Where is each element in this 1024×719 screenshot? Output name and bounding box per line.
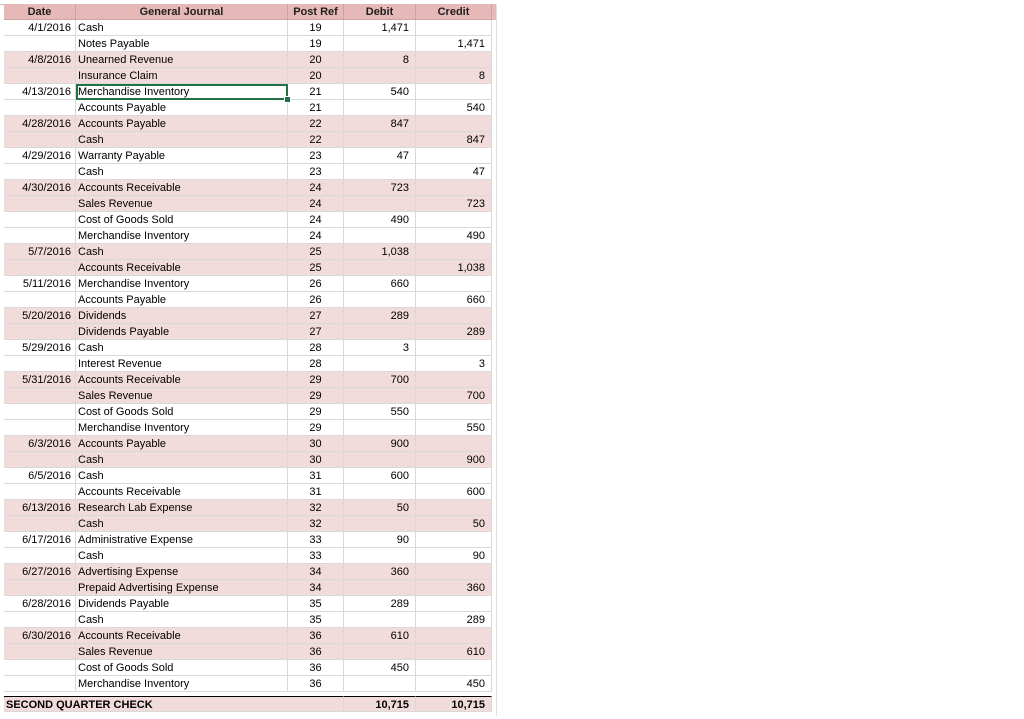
post-ref-cell[interactable]: 36 xyxy=(288,644,344,660)
account-cell[interactable]: Sales Revenue xyxy=(76,388,288,404)
date-cell[interactable] xyxy=(4,676,76,692)
debit-cell[interactable]: 847 xyxy=(344,116,416,132)
column-edge xyxy=(496,4,497,716)
date-cell[interactable]: 6/17/2016 xyxy=(4,532,76,548)
post-ref-column-header[interactable]: Post Ref xyxy=(288,4,344,20)
post-ref-cell[interactable]: 21 xyxy=(288,84,344,100)
credit-cell[interactable] xyxy=(416,596,492,612)
post-ref-cell[interactable]: 34 xyxy=(288,564,344,580)
credit-cell[interactable] xyxy=(416,564,492,580)
credit-cell[interactable] xyxy=(416,244,492,260)
account-cell[interactable]: Cash xyxy=(76,516,288,532)
credit-cell[interactable]: 8 xyxy=(416,68,492,84)
account-cell[interactable]: Merchandise Inventory xyxy=(76,676,288,692)
credit-cell[interactable] xyxy=(416,468,492,484)
credit-cell[interactable] xyxy=(416,532,492,548)
credit-cell[interactable]: 1,038 xyxy=(416,260,492,276)
account-cell[interactable]: Cash xyxy=(76,244,288,260)
debit-cell[interactable]: 90 xyxy=(344,532,416,548)
post-ref-cell[interactable]: 23 xyxy=(288,164,344,180)
debit-cell[interactable] xyxy=(344,516,416,532)
post-ref-cell[interactable]: 25 xyxy=(288,260,344,276)
post-ref-cell[interactable]: 36 xyxy=(288,628,344,644)
debit-cell[interactable] xyxy=(344,68,416,84)
post-ref-cell[interactable]: 23 xyxy=(288,148,344,164)
debit-cell[interactable]: 700 xyxy=(344,372,416,388)
account-column-header[interactable]: General Journal xyxy=(76,4,288,20)
date-cell[interactable]: 5/11/2016 xyxy=(4,276,76,292)
account-cell[interactable]: Dividends Payable xyxy=(76,324,288,340)
debit-cell[interactable] xyxy=(344,164,416,180)
credit-cell[interactable] xyxy=(416,404,492,420)
debit-cell[interactable] xyxy=(344,452,416,468)
total-debit[interactable]: 10,715 xyxy=(344,696,416,712)
account-cell[interactable]: Cash xyxy=(76,340,288,356)
credit-cell[interactable] xyxy=(416,52,492,68)
date-cell[interactable] xyxy=(4,68,76,84)
post-ref-cell[interactable]: 24 xyxy=(288,212,344,228)
post-ref-cell[interactable]: 22 xyxy=(288,116,344,132)
debit-cell[interactable]: 47 xyxy=(344,148,416,164)
debit-cell[interactable] xyxy=(344,420,416,436)
account-cell[interactable]: Accounts Payable xyxy=(76,436,288,452)
debit-cell[interactable] xyxy=(344,356,416,372)
total-label[interactable]: SECOND QUARTER CHECK xyxy=(4,696,344,712)
credit-cell[interactable] xyxy=(416,340,492,356)
credit-cell[interactable]: 90 xyxy=(416,548,492,564)
account-cell[interactable]: Administrative Expense xyxy=(76,532,288,548)
date-cell[interactable] xyxy=(4,196,76,212)
date-cell[interactable]: 6/13/2016 xyxy=(4,500,76,516)
credit-cell[interactable] xyxy=(416,276,492,292)
date-cell[interactable]: 5/29/2016 xyxy=(4,340,76,356)
date-cell[interactable] xyxy=(4,100,76,116)
account-cell[interactable]: Accounts Payable xyxy=(76,100,288,116)
account-cell[interactable]: Cash xyxy=(76,20,288,36)
post-ref-cell[interactable]: 24 xyxy=(288,228,344,244)
post-ref-cell[interactable]: 19 xyxy=(288,36,344,52)
post-ref-cell[interactable]: 24 xyxy=(288,196,344,212)
post-ref-cell[interactable]: 33 xyxy=(288,532,344,548)
account-cell[interactable]: Accounts Receivable xyxy=(76,260,288,276)
post-ref-cell[interactable]: 30 xyxy=(288,436,344,452)
post-ref-cell[interactable]: 35 xyxy=(288,596,344,612)
date-cell[interactable]: 5/7/2016 xyxy=(4,244,76,260)
credit-cell[interactable] xyxy=(416,660,492,676)
account-cell[interactable]: Accounts Payable xyxy=(76,116,288,132)
account-cell[interactable]: Cash xyxy=(76,548,288,564)
debit-cell[interactable]: 50 xyxy=(344,500,416,516)
date-cell[interactable] xyxy=(4,404,76,420)
date-cell[interactable] xyxy=(4,212,76,228)
credit-cell[interactable] xyxy=(416,180,492,196)
post-ref-cell[interactable]: 29 xyxy=(288,388,344,404)
debit-cell[interactable] xyxy=(344,548,416,564)
date-cell[interactable]: 4/29/2016 xyxy=(4,148,76,164)
date-cell[interactable]: 4/30/2016 xyxy=(4,180,76,196)
account-cell[interactable]: Merchandise Inventory xyxy=(76,228,288,244)
debit-cell[interactable]: 610 xyxy=(344,628,416,644)
credit-cell[interactable]: 490 xyxy=(416,228,492,244)
date-cell[interactable] xyxy=(4,260,76,276)
post-ref-cell[interactable]: 27 xyxy=(288,308,344,324)
post-ref-cell[interactable]: 28 xyxy=(288,356,344,372)
debit-cell[interactable]: 289 xyxy=(344,596,416,612)
date-cell[interactable] xyxy=(4,228,76,244)
account-cell[interactable]: Insurance Claim xyxy=(76,68,288,84)
debit-cell[interactable]: 540 xyxy=(344,84,416,100)
debit-cell[interactable]: 1,471 xyxy=(344,20,416,36)
credit-cell[interactable]: 550 xyxy=(416,420,492,436)
date-cell[interactable] xyxy=(4,644,76,660)
account-cell[interactable]: Merchandise Inventory xyxy=(76,84,288,100)
account-cell[interactable]: Notes Payable xyxy=(76,36,288,52)
account-cell[interactable]: Dividends xyxy=(76,308,288,324)
credit-cell[interactable]: 847 xyxy=(416,132,492,148)
post-ref-cell[interactable]: 32 xyxy=(288,500,344,516)
account-cell[interactable]: Accounts Receivable xyxy=(76,180,288,196)
post-ref-cell[interactable]: 24 xyxy=(288,180,344,196)
debit-cell[interactable]: 1,038 xyxy=(344,244,416,260)
account-cell[interactable]: Accounts Receivable xyxy=(76,628,288,644)
date-cell[interactable] xyxy=(4,612,76,628)
credit-cell[interactable] xyxy=(416,500,492,516)
debit-cell[interactable]: 360 xyxy=(344,564,416,580)
post-ref-cell[interactable]: 31 xyxy=(288,468,344,484)
debit-cell[interactable]: 3 xyxy=(344,340,416,356)
debit-cell[interactable] xyxy=(344,676,416,692)
date-cell[interactable]: 5/31/2016 xyxy=(4,372,76,388)
debit-cell[interactable] xyxy=(344,36,416,52)
post-ref-cell[interactable]: 21 xyxy=(288,100,344,116)
post-ref-cell[interactable]: 22 xyxy=(288,132,344,148)
date-cell[interactable]: 6/5/2016 xyxy=(4,468,76,484)
account-cell[interactable]: Cash xyxy=(76,452,288,468)
credit-cell[interactable]: 700 xyxy=(416,388,492,404)
total-credit[interactable]: 10,715 xyxy=(416,696,492,712)
post-ref-cell[interactable]: 34 xyxy=(288,580,344,596)
credit-cell[interactable] xyxy=(416,84,492,100)
date-cell[interactable] xyxy=(4,356,76,372)
debit-cell[interactable] xyxy=(344,100,416,116)
credit-cell[interactable] xyxy=(416,212,492,228)
column-header-separator xyxy=(492,4,496,20)
account-cell[interactable]: Sales Revenue xyxy=(76,644,288,660)
date-cell[interactable] xyxy=(4,580,76,596)
credit-cell[interactable] xyxy=(416,372,492,388)
credit-cell[interactable] xyxy=(416,20,492,36)
account-cell[interactable]: Cash xyxy=(76,164,288,180)
post-ref-cell[interactable]: 29 xyxy=(288,420,344,436)
date-cell[interactable]: 4/13/2016 xyxy=(4,84,76,100)
date-cell[interactable] xyxy=(4,292,76,308)
account-cell[interactable]: Unearned Revenue xyxy=(76,52,288,68)
post-ref-cell[interactable]: 29 xyxy=(288,404,344,420)
debit-cell[interactable]: 723 xyxy=(344,180,416,196)
date-cell[interactable] xyxy=(4,516,76,532)
debit-cell[interactable]: 600 xyxy=(344,468,416,484)
debit-cell[interactable]: 660 xyxy=(344,276,416,292)
post-ref-cell[interactable]: 25 xyxy=(288,244,344,260)
credit-cell[interactable]: 723 xyxy=(416,196,492,212)
credit-cell[interactable]: 3 xyxy=(416,356,492,372)
credit-cell[interactable] xyxy=(416,628,492,644)
account-cell[interactable]: Sales Revenue xyxy=(76,196,288,212)
date-cell[interactable] xyxy=(4,324,76,340)
credit-cell[interactable] xyxy=(416,308,492,324)
date-cell[interactable] xyxy=(4,388,76,404)
date-cell[interactable]: 5/20/2016 xyxy=(4,308,76,324)
date-cell[interactable]: 4/8/2016 xyxy=(4,52,76,68)
date-cell[interactable] xyxy=(4,484,76,500)
fill-handle[interactable] xyxy=(284,96,291,103)
credit-cell[interactable]: 450 xyxy=(416,676,492,692)
credit-cell[interactable]: 1,471 xyxy=(416,36,492,52)
debit-cell[interactable] xyxy=(344,580,416,596)
post-ref-cell[interactable]: 29 xyxy=(288,372,344,388)
post-ref-cell[interactable]: 35 xyxy=(288,612,344,628)
date-cell[interactable] xyxy=(4,660,76,676)
date-cell[interactable]: 6/3/2016 xyxy=(4,436,76,452)
post-ref-cell[interactable]: 30 xyxy=(288,452,344,468)
post-ref-cell[interactable]: 32 xyxy=(288,516,344,532)
debit-cell[interactable] xyxy=(344,324,416,340)
debit-cell[interactable] xyxy=(344,388,416,404)
date-cell[interactable] xyxy=(4,164,76,180)
account-cell[interactable]: Merchandise Inventory xyxy=(76,276,288,292)
post-ref-cell[interactable]: 26 xyxy=(288,276,344,292)
account-cell[interactable]: Cash xyxy=(76,132,288,148)
post-ref-cell[interactable]: 28 xyxy=(288,340,344,356)
debit-cell[interactable] xyxy=(344,228,416,244)
date-cell[interactable]: 4/28/2016 xyxy=(4,116,76,132)
credit-cell[interactable]: 600 xyxy=(416,484,492,500)
account-cell[interactable]: Cost of Goods Sold xyxy=(76,404,288,420)
account-cell[interactable]: Warranty Payable xyxy=(76,148,288,164)
debit-cell[interactable] xyxy=(344,132,416,148)
date-cell[interactable] xyxy=(4,420,76,436)
account-cell[interactable]: Accounts Receivable xyxy=(76,372,288,388)
date-cell[interactable] xyxy=(4,36,76,52)
credit-column-header[interactable]: Credit xyxy=(416,4,492,20)
credit-cell[interactable]: 50 xyxy=(416,516,492,532)
account-cell[interactable]: Advertising Expense xyxy=(76,564,288,580)
post-ref-cell[interactable]: 31 xyxy=(288,484,344,500)
account-cell[interactable]: Research Lab Expense xyxy=(76,500,288,516)
account-cell[interactable]: Cash xyxy=(76,612,288,628)
debit-column-header[interactable]: Debit xyxy=(344,4,416,20)
post-ref-cell[interactable]: 36 xyxy=(288,660,344,676)
debit-cell[interactable] xyxy=(344,292,416,308)
debit-cell[interactable] xyxy=(344,196,416,212)
date-column-header[interactable]: Date xyxy=(4,4,76,20)
account-cell[interactable]: Dividends Payable xyxy=(76,596,288,612)
post-ref-cell[interactable]: 33 xyxy=(288,548,344,564)
debit-cell[interactable]: 8 xyxy=(344,52,416,68)
post-ref-cell[interactable]: 27 xyxy=(288,324,344,340)
date-cell[interactable] xyxy=(4,452,76,468)
debit-cell[interactable]: 900 xyxy=(344,436,416,452)
account-cell[interactable]: Merchandise Inventory xyxy=(76,420,288,436)
credit-cell[interactable]: 900 xyxy=(416,452,492,468)
account-cell[interactable]: Accounts Receivable xyxy=(76,484,288,500)
credit-cell[interactable]: 47 xyxy=(416,164,492,180)
date-cell[interactable]: 6/30/2016 xyxy=(4,628,76,644)
post-ref-cell[interactable]: 26 xyxy=(288,292,344,308)
post-ref-cell[interactable]: 20 xyxy=(288,52,344,68)
date-cell[interactable]: 6/28/2016 xyxy=(4,596,76,612)
credit-cell[interactable] xyxy=(416,116,492,132)
credit-cell[interactable]: 540 xyxy=(416,100,492,116)
debit-cell[interactable]: 550 xyxy=(344,404,416,420)
credit-cell[interactable] xyxy=(416,148,492,164)
debit-cell[interactable] xyxy=(344,484,416,500)
post-ref-cell[interactable]: 36 xyxy=(288,676,344,692)
account-cell[interactable]: Interest Revenue xyxy=(76,356,288,372)
credit-cell[interactable]: 289 xyxy=(416,612,492,628)
account-cell[interactable]: Cost of Goods Sold xyxy=(76,212,288,228)
post-ref-cell[interactable]: 20 xyxy=(288,68,344,84)
debit-cell[interactable] xyxy=(344,612,416,628)
credit-cell[interactable]: 660 xyxy=(416,292,492,308)
credit-cell[interactable]: 610 xyxy=(416,644,492,660)
debit-cell[interactable]: 490 xyxy=(344,212,416,228)
debit-cell[interactable] xyxy=(344,260,416,276)
account-cell[interactable]: Cost of Goods Sold xyxy=(76,660,288,676)
debit-cell[interactable]: 450 xyxy=(344,660,416,676)
date-cell[interactable]: 6/27/2016 xyxy=(4,564,76,580)
credit-cell[interactable] xyxy=(416,436,492,452)
date-cell[interactable] xyxy=(4,548,76,564)
post-ref-cell[interactable]: 19 xyxy=(288,20,344,36)
credit-cell[interactable]: 289 xyxy=(416,324,492,340)
debit-cell[interactable] xyxy=(344,644,416,660)
account-cell[interactable]: Accounts Payable xyxy=(76,292,288,308)
debit-cell[interactable]: 289 xyxy=(344,308,416,324)
date-cell[interactable]: 4/1/2016 xyxy=(4,20,76,36)
credit-cell[interactable]: 360 xyxy=(416,580,492,596)
date-cell[interactable] xyxy=(4,132,76,148)
account-cell[interactable]: Prepaid Advertising Expense xyxy=(76,580,288,596)
account-cell[interactable]: Cash xyxy=(76,468,288,484)
